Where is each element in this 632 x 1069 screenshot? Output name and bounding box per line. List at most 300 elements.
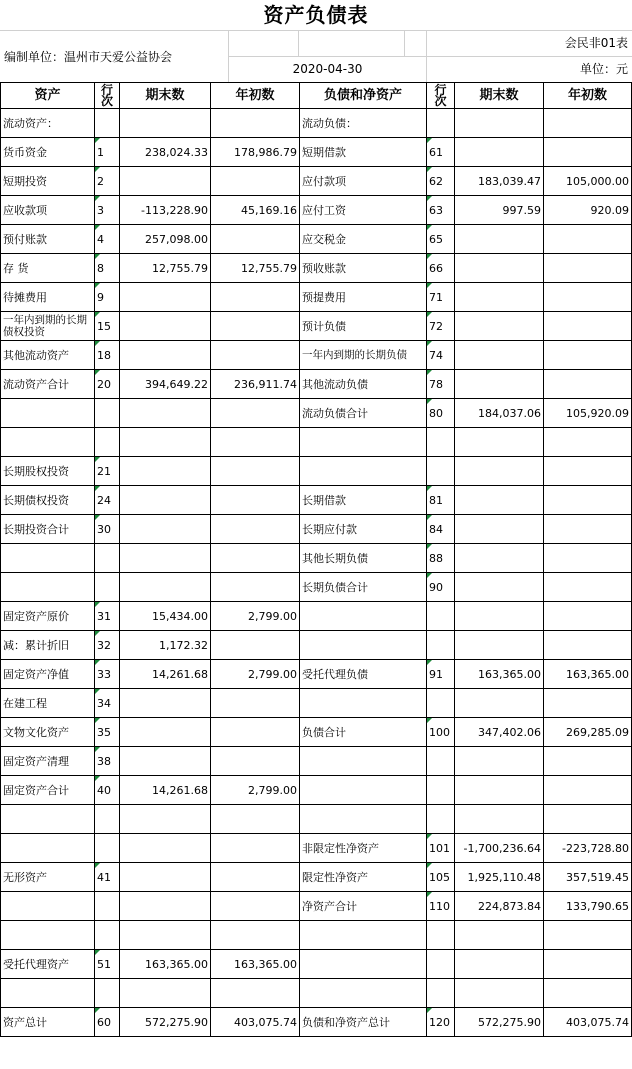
cell-a-name: 一年内到期的长期债权投资 [1, 312, 95, 341]
cell-l-begin: 105,920.09 [544, 399, 632, 428]
cell-a-name: 预付账款 [1, 225, 95, 254]
cell-l-name [300, 950, 427, 979]
cell-a-begin [211, 979, 300, 1008]
cell-a-begin [211, 631, 300, 660]
cell-l-line [427, 602, 455, 631]
table-row [1, 225, 632, 254]
cell-a-end: 1,172.32 [120, 631, 211, 660]
cell-l-end [455, 979, 544, 1008]
cell-a-name: 固定资产合计 [1, 776, 95, 805]
cell-l-name: 应交税金 [300, 225, 427, 254]
cell-a-begin [211, 167, 300, 196]
cell-l-name [300, 602, 427, 631]
cell-a-name: 资产总计 [1, 1008, 95, 1037]
table-row [1, 341, 632, 370]
cell-l-end [455, 776, 544, 805]
cell-l-end: 997.59 [455, 196, 544, 225]
report-title: 资产负债表 [263, 3, 369, 27]
cell-a-begin [211, 718, 300, 747]
cell-l-begin [544, 428, 632, 457]
cell-a-end [120, 689, 211, 718]
cell-a-line [95, 399, 120, 428]
cell-l-begin [544, 109, 632, 138]
cell-a-end [120, 747, 211, 776]
cell-l-end [455, 428, 544, 457]
cell-l-name: 长期应付款 [300, 515, 427, 544]
cell-l-begin [544, 602, 632, 631]
cell-l-begin [544, 689, 632, 718]
cell-a-name: 待摊费用 [1, 283, 95, 312]
cell-l-line: 78 [427, 370, 455, 399]
cell-a-line: 30 [95, 515, 120, 544]
cell-l-name: 应付款项 [300, 167, 427, 196]
cell-l-name: 短期借款 [300, 138, 427, 167]
cell-a-end: 14,261.68 [120, 660, 211, 689]
cell-a-end [120, 486, 211, 515]
cell-l-name [300, 747, 427, 776]
cell-a-end: 394,649.22 [120, 370, 211, 399]
cell-a-end: 572,275.90 [120, 1008, 211, 1037]
cell-a-name: 货币资金 [1, 138, 95, 167]
cell-a-begin: 45,169.16 [211, 196, 300, 225]
cell-l-name: 预计负债 [300, 312, 427, 341]
table-row [1, 196, 632, 225]
cell-l-line: 84 [427, 515, 455, 544]
cell-a-begin [211, 921, 300, 950]
cell-l-end [455, 341, 544, 370]
cell-l-begin: 403,075.74 [544, 1008, 632, 1037]
table-row [1, 457, 632, 486]
cell-a-begin [211, 805, 300, 834]
table-row [1, 1008, 632, 1037]
cell-l-line: 66 [427, 254, 455, 283]
cell-a-end [120, 834, 211, 863]
cell-a-line: 8 [95, 254, 120, 283]
cell-a-begin [211, 341, 300, 370]
cell-a-line [95, 428, 120, 457]
cell-a-begin [211, 283, 300, 312]
cell-a-name: 流动资产： [1, 109, 95, 138]
cell-a-begin [211, 428, 300, 457]
cell-l-name [300, 457, 427, 486]
cell-a-line: 38 [95, 747, 120, 776]
table-row [1, 602, 632, 631]
cell-a-begin: 236,911.74 [211, 370, 300, 399]
cell-l-end: 224,873.84 [455, 892, 544, 921]
cell-l-line [427, 631, 455, 660]
cell-l-begin [544, 747, 632, 776]
cell-a-name: 固定资产净值 [1, 660, 95, 689]
cell-l-line [427, 979, 455, 1008]
cell-l-line [427, 109, 455, 138]
cell-l-end [455, 312, 544, 341]
cell-a-begin: 163,365.00 [211, 950, 300, 979]
cell-a-line: 40 [95, 776, 120, 805]
cell-a-name [1, 834, 95, 863]
cell-l-begin [544, 544, 632, 573]
cell-a-begin [211, 892, 300, 921]
cell-a-begin: 2,799.00 [211, 776, 300, 805]
cell-a-end: 163,365.00 [120, 950, 211, 979]
cell-l-end: 1,925,110.48 [455, 863, 544, 892]
cell-a-name [1, 892, 95, 921]
cell-l-line: 91 [427, 660, 455, 689]
cell-a-end: 257,098.00 [120, 225, 211, 254]
cell-a-end [120, 805, 211, 834]
cell-a-name: 应收款项 [1, 196, 95, 225]
cell-a-begin [211, 225, 300, 254]
cell-a-begin [211, 747, 300, 776]
table-row [1, 660, 632, 689]
col-header-end: 期末数 [455, 83, 544, 109]
cell-a-name: 受托代理资产 [1, 950, 95, 979]
cell-a-end [120, 573, 211, 602]
table-row [1, 921, 632, 950]
table-row [1, 689, 632, 718]
cell-l-line: 71 [427, 283, 455, 312]
cell-a-begin: 403,075.74 [211, 1008, 300, 1037]
cell-l-end [455, 921, 544, 950]
cell-a-name [1, 921, 95, 950]
form-code: 会民非01表 [564, 36, 628, 50]
table-row [1, 747, 632, 776]
cell-a-begin [211, 544, 300, 573]
cell-a-name: 文物文化资产 [1, 718, 95, 747]
cell-l-begin [544, 138, 632, 167]
cell-a-line [95, 892, 120, 921]
cell-a-begin [211, 573, 300, 602]
cell-l-line: 120 [427, 1008, 455, 1037]
cell-a-end: 12,755.79 [120, 254, 211, 283]
cell-l-line: 74 [427, 341, 455, 370]
cell-a-begin: 2,799.00 [211, 660, 300, 689]
cell-a-name [1, 573, 95, 602]
cell-l-begin [544, 312, 632, 341]
cell-a-name: 固定资产原价 [1, 602, 95, 631]
cell-l-line: 72 [427, 312, 455, 341]
cell-l-end [455, 515, 544, 544]
cell-a-name [1, 428, 95, 457]
cell-l-name [300, 979, 427, 1008]
cell-a-end [120, 892, 211, 921]
cell-l-begin: 163,365.00 [544, 660, 632, 689]
cell-l-end [455, 254, 544, 283]
cell-a-line: 34 [95, 689, 120, 718]
table-row [1, 631, 632, 660]
table-row [1, 283, 632, 312]
cell-l-begin [544, 979, 632, 1008]
cell-l-end [455, 573, 544, 602]
cell-a-line [95, 979, 120, 1008]
header-gridline [404, 30, 405, 56]
cell-l-begin [544, 254, 632, 283]
cell-a-name: 长期债权投资 [1, 486, 95, 515]
col-header-assets: 资产 [1, 83, 95, 109]
table-row [1, 892, 632, 921]
cell-a-line: 51 [95, 950, 120, 979]
table-row [1, 776, 632, 805]
cell-l-name: 其他流动负债 [300, 370, 427, 399]
cell-a-end [120, 544, 211, 573]
cell-l-name: 非限定性净资产 [300, 834, 427, 863]
cell-l-name [300, 689, 427, 718]
cell-a-end [120, 863, 211, 892]
col-header-begin: 年初数 [211, 83, 300, 109]
cell-l-name: 其他长期负债 [300, 544, 427, 573]
cell-a-line [95, 834, 120, 863]
cell-a-begin: 178,986.79 [211, 138, 300, 167]
cell-a-end [120, 428, 211, 457]
cell-l-begin: 133,790.65 [544, 892, 632, 921]
cell-l-line [427, 776, 455, 805]
cell-l-line: 110 [427, 892, 455, 921]
cell-l-name [300, 631, 427, 660]
cell-l-line [427, 805, 455, 834]
cell-a-end: 15,434.00 [120, 602, 211, 631]
cell-l-begin: 357,519.45 [544, 863, 632, 892]
cell-a-end [120, 399, 211, 428]
table-row [1, 805, 632, 834]
table-row [1, 950, 632, 979]
cell-l-end [455, 631, 544, 660]
cell-l-line: 63 [427, 196, 455, 225]
cell-a-end: -113,228.90 [120, 196, 211, 225]
cell-l-name: 长期负债合计 [300, 573, 427, 602]
cell-a-line: 60 [95, 1008, 120, 1037]
cell-l-begin [544, 950, 632, 979]
cell-l-line: 90 [427, 573, 455, 602]
cell-l-name: 限定性净资产 [300, 863, 427, 892]
cell-l-name [300, 428, 427, 457]
cell-l-end [455, 544, 544, 573]
cell-a-line: 32 [95, 631, 120, 660]
cell-a-end [120, 979, 211, 1008]
cell-l-end [455, 457, 544, 486]
cell-a-begin: 2,799.00 [211, 602, 300, 631]
cell-a-end [120, 341, 211, 370]
cell-l-name: 一年内到期的长期负债 [300, 341, 427, 370]
cell-l-begin [544, 805, 632, 834]
cell-a-begin [211, 312, 300, 341]
cell-a-line: 15 [95, 312, 120, 341]
cell-l-end [455, 370, 544, 399]
cell-a-line: 1 [95, 138, 120, 167]
cell-a-line: 21 [95, 457, 120, 486]
cell-a-line [95, 573, 120, 602]
cell-l-end: 184,037.06 [455, 399, 544, 428]
cell-l-begin [544, 283, 632, 312]
cell-l-begin: 105,000.00 [544, 167, 632, 196]
table-row [1, 863, 632, 892]
cell-l-name [300, 776, 427, 805]
cell-a-end [120, 312, 211, 341]
cell-a-name [1, 805, 95, 834]
org-label: 编制单位：温州市天爱公益协会 [4, 50, 173, 64]
cell-a-line [95, 921, 120, 950]
cell-l-name: 受托代理负债 [300, 660, 427, 689]
cell-a-line: 33 [95, 660, 120, 689]
cell-l-end [455, 109, 544, 138]
cell-a-end [120, 515, 211, 544]
cell-l-line [427, 921, 455, 950]
cell-a-name [1, 979, 95, 1008]
column-header-row [1, 83, 632, 109]
cell-l-line [427, 950, 455, 979]
cell-a-begin: 12,755.79 [211, 254, 300, 283]
header-gridline [426, 30, 427, 82]
table-row [1, 312, 632, 341]
cell-l-end: 183,039.47 [455, 167, 544, 196]
cell-l-name: 流动负债合计 [300, 399, 427, 428]
cell-a-begin [211, 863, 300, 892]
cell-l-line: 80 [427, 399, 455, 428]
cell-l-line: 61 [427, 138, 455, 167]
cell-a-name [1, 544, 95, 573]
cell-l-end: 347,402.06 [455, 718, 544, 747]
cell-l-begin [544, 225, 632, 254]
cell-l-begin [544, 631, 632, 660]
cell-a-begin [211, 457, 300, 486]
cell-l-end [455, 138, 544, 167]
table-row [1, 515, 632, 544]
cell-a-line: 24 [95, 486, 120, 515]
cell-a-line: 31 [95, 602, 120, 631]
col-header-line: 行次 [427, 83, 455, 109]
table-row [1, 428, 632, 457]
cell-l-begin: 269,285.09 [544, 718, 632, 747]
cell-a-line: 3 [95, 196, 120, 225]
cell-l-line [427, 428, 455, 457]
cell-a-name: 无形资产 [1, 863, 95, 892]
table-row [1, 370, 632, 399]
cell-l-begin [544, 341, 632, 370]
cell-l-end [455, 486, 544, 515]
cell-a-end [120, 167, 211, 196]
cell-l-begin [544, 370, 632, 399]
cell-l-name: 负债和净资产总计 [300, 1008, 427, 1037]
cell-l-line: 62 [427, 167, 455, 196]
cell-a-name: 长期股权投资 [1, 457, 95, 486]
table-row [1, 167, 632, 196]
cell-a-end: 14,261.68 [120, 776, 211, 805]
cell-l-end: 572,275.90 [455, 1008, 544, 1037]
cell-a-line: 18 [95, 341, 120, 370]
col-header-end: 期末数 [120, 83, 211, 109]
table-row [1, 138, 632, 167]
table-row [1, 486, 632, 515]
cell-a-name: 固定资产清理 [1, 747, 95, 776]
cell-a-name: 其他流动资产 [1, 341, 95, 370]
cell-a-begin [211, 515, 300, 544]
cell-a-end [120, 921, 211, 950]
cell-a-end [120, 718, 211, 747]
table-row [1, 399, 632, 428]
table-row [1, 834, 632, 863]
cell-a-begin [211, 689, 300, 718]
cell-a-line: 2 [95, 167, 120, 196]
cell-l-name: 负债合计 [300, 718, 427, 747]
cell-l-name: 长期借款 [300, 486, 427, 515]
cell-l-line: 81 [427, 486, 455, 515]
cell-a-line [95, 544, 120, 573]
cell-a-name: 流动资产合计 [1, 370, 95, 399]
cell-a-end [120, 109, 211, 138]
cell-a-name: 短期投资 [1, 167, 95, 196]
cell-l-end [455, 950, 544, 979]
cell-l-end: -1,700,236.64 [455, 834, 544, 863]
header-gridline [0, 30, 632, 31]
cell-a-end [120, 283, 211, 312]
cell-l-name: 净资产合计 [300, 892, 427, 921]
cell-l-name [300, 805, 427, 834]
cell-a-line: 20 [95, 370, 120, 399]
cell-l-line: 65 [427, 225, 455, 254]
table-row [1, 109, 632, 138]
table-row [1, 573, 632, 602]
table-row [1, 979, 632, 1008]
cell-l-line: 101 [427, 834, 455, 863]
cell-l-begin [544, 457, 632, 486]
cell-a-line: 4 [95, 225, 120, 254]
cell-a-name: 存 货 [1, 254, 95, 283]
cell-l-line: 100 [427, 718, 455, 747]
header-gridline [298, 30, 299, 56]
cell-l-end [455, 602, 544, 631]
cell-l-line: 88 [427, 544, 455, 573]
table-row [1, 544, 632, 573]
col-header-liabilities: 负债和净资产 [300, 83, 427, 109]
cell-l-name: 流动负债： [300, 109, 427, 138]
currency-unit: 单位：元 [579, 62, 628, 76]
cell-a-end [120, 457, 211, 486]
cell-l-begin: -223,728.80 [544, 834, 632, 863]
cell-a-begin [211, 486, 300, 515]
report-date: 2020-04-30 [292, 62, 363, 76]
cell-l-end [455, 283, 544, 312]
cell-l-name [300, 921, 427, 950]
cell-a-name: 减：累计折旧 [1, 631, 95, 660]
cell-l-begin [544, 573, 632, 602]
cell-l-name: 预提费用 [300, 283, 427, 312]
cell-a-name: 在建工程 [1, 689, 95, 718]
table-row [1, 718, 632, 747]
cell-a-line: 41 [95, 863, 120, 892]
cell-a-line [95, 109, 120, 138]
cell-l-begin: 920.09 [544, 196, 632, 225]
cell-l-end [455, 747, 544, 776]
cell-l-end [455, 689, 544, 718]
cell-l-line [427, 747, 455, 776]
cell-a-begin [211, 834, 300, 863]
col-header-line: 行次 [95, 83, 120, 109]
cell-l-begin [544, 921, 632, 950]
col-header-begin: 年初数 [544, 83, 632, 109]
table-row [1, 254, 632, 283]
cell-l-line [427, 689, 455, 718]
cell-a-name: 长期投资合计 [1, 515, 95, 544]
cell-l-line [427, 457, 455, 486]
cell-a-line: 35 [95, 718, 120, 747]
cell-l-end [455, 805, 544, 834]
cell-a-line [95, 805, 120, 834]
cell-l-line: 105 [427, 863, 455, 892]
cell-l-name: 预收账款 [300, 254, 427, 283]
cell-a-end: 238,024.33 [120, 138, 211, 167]
cell-a-line: 9 [95, 283, 120, 312]
cell-l-end [455, 225, 544, 254]
cell-l-name: 应付工资 [300, 196, 427, 225]
cell-a-name [1, 399, 95, 428]
